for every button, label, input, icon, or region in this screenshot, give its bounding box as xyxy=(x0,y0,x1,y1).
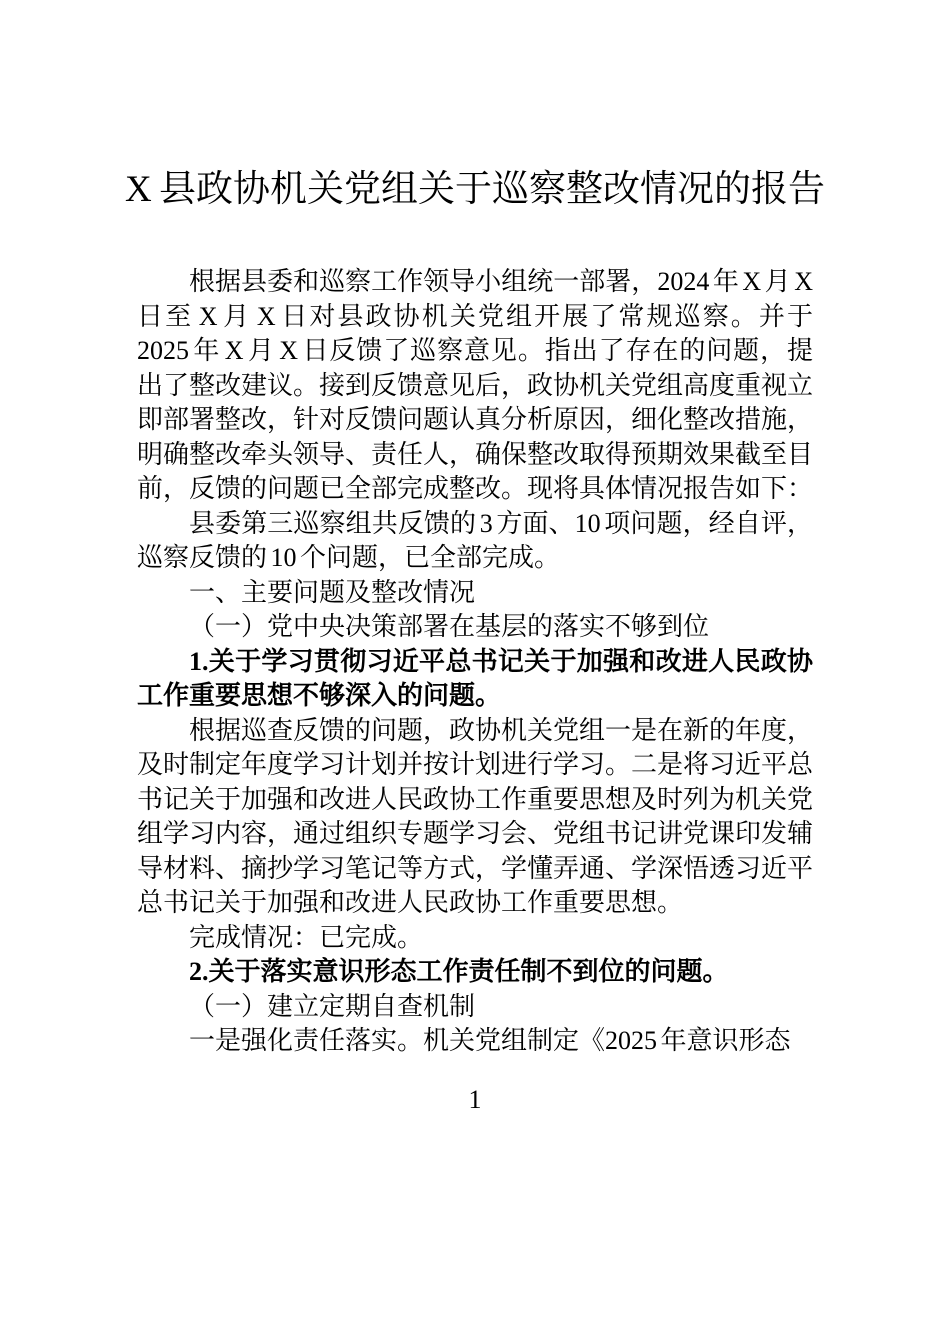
document-title: X 县政协机关党组关于巡察整改情况的报告 xyxy=(125,169,825,210)
feedback-summary-paragraph: 县委第三巡察组共反馈的 3 方面、10 项问题，经自评，巡察反馈的 10 个问题，已全部完成。 xyxy=(137,508,813,572)
document-body xyxy=(137,265,813,1059)
completion-status-1: 完成情况：已完成。 xyxy=(189,922,424,952)
opening-paragraph: 根据县委和巡察工作领导小组统一部署，2024 年 X 月 X 日至 X 月 X 日对县政协机关党组开展了常规巡察。并于 2025 年 X 月 X 日反馈了巡察意见。指出了存在的问题，提出了整改建议。接到反馈意见后，政协机关党组高度重视立即部署整改，针对反馈问题认真分析原因，细化整改措施，明确整改牵头领导、责任人，确保整改取得预期效果截至目前，反馈的问题已全部完成整改。现将具体情况报告如下： xyxy=(137,267,814,503)
subsection-heading-self-check: （一）建立定期自查机制 xyxy=(189,991,476,1021)
rectification-paragraph-1: 根据巡查反馈的问题，政协机关党组一是在新的年度，及时制定年度学习计划并按计划进行学习。二是将习近平总书记关于加强和改进人民政协工作重要思想及时列为机关党组学习内容，通过组织专题学习会、党组书记讲党课印发辅导材料、摘抄学习笔记等方式，学懂弄通、学深悟透习近平总书记关于加强和改进人民政协工作重要思想。 xyxy=(137,715,814,917)
subsection-heading-central-policy: （一）党中央决策部署在基层的落实不够到位 xyxy=(189,612,710,641)
truncated-paragraph: 一是强化责任落实。机关党组制定《2025 年意识形态 xyxy=(189,1026,791,1055)
issue-heading-2: 2.关于落实意识形态工作责任制不到位的问题。 xyxy=(189,957,729,986)
section-heading-main-issues: 一、主要问题及整改情况 xyxy=(189,577,476,607)
page-footer xyxy=(137,1083,813,1118)
issue-heading-1: 1.关于学习贯彻习近平总书记关于加强和改进人民政协工作重要思想不够深入的问题。 xyxy=(137,646,813,710)
page-number: 1 xyxy=(468,1084,482,1114)
